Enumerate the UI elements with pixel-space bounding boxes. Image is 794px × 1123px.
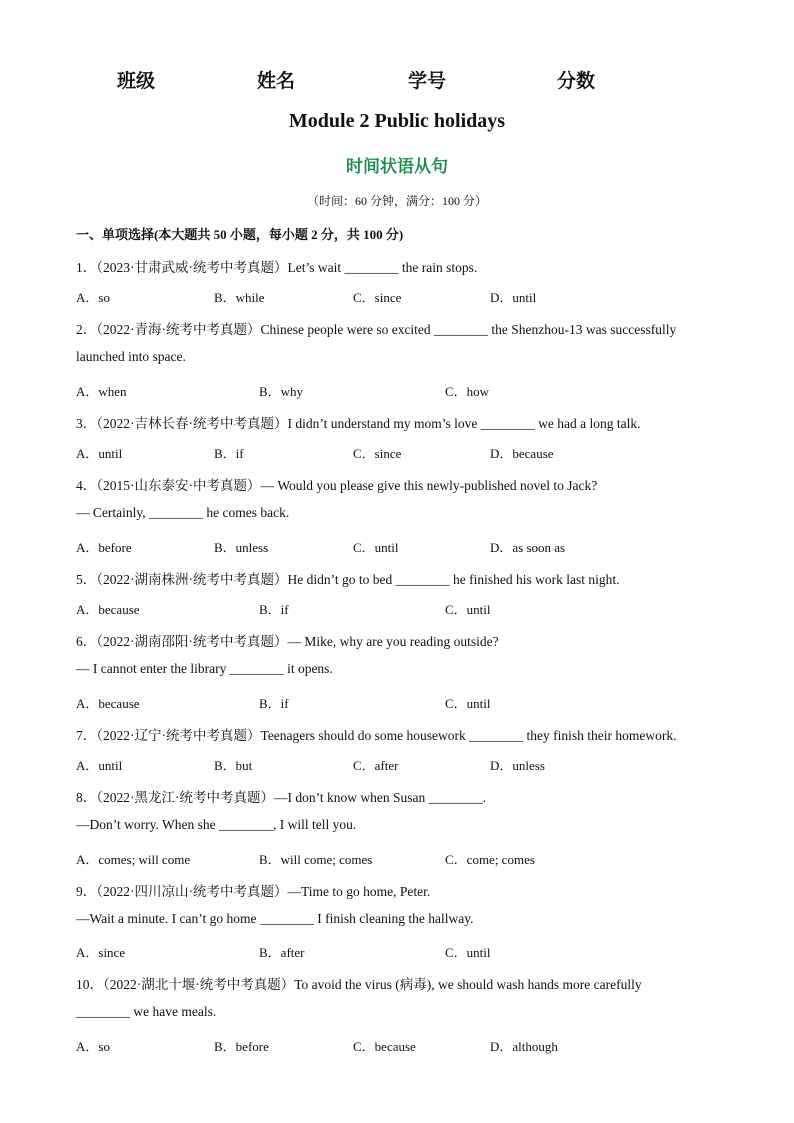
class-field-label: 班级: [117, 70, 156, 92]
question-7-option-b[interactable]: B．but: [214, 758, 253, 773]
question-5-option-b[interactable]: B．if: [259, 602, 289, 617]
question-2-option-c[interactable]: C．how: [445, 384, 490, 399]
question-8-option-c[interactable]: C．come; comes: [445, 852, 535, 867]
question-2-option-a[interactable]: A．when: [76, 384, 127, 399]
question-9-option-b[interactable]: B．after: [259, 945, 305, 960]
student-info-fields: [0, 66, 794, 96]
question-6-line-1: 6．（2022·湖南邵阳·统考中考真题）— Mike, why are you reading outside?: [76, 634, 499, 649]
question-4-option-b[interactable]: B．unless: [214, 540, 269, 555]
question-10-line-2: ________ we have meals.: [76, 1004, 217, 1019]
question-10-option-b[interactable]: B．before: [214, 1039, 269, 1054]
page-title: Module 2 Public holidays: [288, 110, 506, 132]
question-2-line-1: 2．（2022·青海·统考中考真题）Chinese people were so excited ________ the Shenzhou-13 was successfully: [76, 322, 677, 337]
question-10-option-a[interactable]: A．so: [76, 1039, 110, 1054]
question-1-line-1: 1．（2023·甘肃武威·统考中考真题）Let’s wait ________ the rain stops.: [76, 260, 478, 275]
question-3-option-a[interactable]: A．until: [76, 446, 123, 461]
student-id-field-label: 学号: [408, 70, 447, 92]
question-10-line-1: 10．（2022·湖北十堰·统考中考真题）To avoid the virus (病毒), we should wash hands more carefully: [76, 977, 642, 992]
name-field-label: 姓名: [257, 70, 296, 92]
question-7-option-d[interactable]: D．unless: [490, 758, 545, 773]
question-1-option-d[interactable]: D．until: [490, 290, 537, 305]
question-5-option-c[interactable]: C．until: [445, 602, 491, 617]
question-8-line-1: 8．（2022·黑龙江·统考中考真题）—I don’t know when Susan ________.: [76, 790, 486, 805]
question-6-option-a[interactable]: A．because: [76, 696, 140, 711]
question-3-line-1: 3．（2022·吉林长春·统考中考真题）I didn’t understand my mom’s love ________ we had a long talk.: [76, 416, 641, 431]
question-10-option-c[interactable]: C．because: [353, 1039, 416, 1054]
question-4-option-d[interactable]: D．as soon as: [490, 540, 566, 555]
question-9-option-a[interactable]: A．since: [76, 945, 126, 960]
question-9-option-c[interactable]: C．until: [445, 945, 491, 960]
question-4-option-c[interactable]: C．until: [353, 540, 399, 555]
question-8-option-a[interactable]: A．comes; will come: [76, 852, 191, 867]
section-heading: 一、单项选择(本大题共 50 小题，每小题 2 分，共 100 分): [76, 227, 404, 242]
score-field-label: 分数: [557, 70, 596, 92]
question-4-line-2: — Certainly, ________ he comes back.: [76, 505, 290, 520]
question-7-option-a[interactable]: A．until: [76, 758, 123, 773]
question-4-option-a[interactable]: A．before: [76, 540, 132, 555]
question-8-line-2: —Don’t worry. When she ________, I will tell you.: [76, 817, 357, 832]
question-6-option-c[interactable]: C．until: [445, 696, 491, 711]
question-3-option-b[interactable]: B．if: [214, 446, 244, 461]
question-8-option-b[interactable]: B．will come; comes: [259, 852, 373, 867]
question-5-option-a[interactable]: A．because: [76, 602, 140, 617]
question-7-line-1: 7．（2022·辽宁·统考中考真题）Teenagers should do some housework ________ they finish their homework.: [76, 728, 677, 743]
page-subtitle: 时间状语从句: [346, 157, 448, 177]
question-2-option-b[interactable]: B．why: [259, 384, 304, 399]
question-9-line-1: 9．（2022·四川凉山·统考中考真题）—Time to go home, Peter.: [76, 884, 431, 899]
question-1-option-a[interactable]: A．so: [76, 290, 110, 305]
question-9-line-2: —Wait a minute. I can’t go home ________ I finish cleaning the hallway.: [76, 911, 474, 926]
question-1-option-b[interactable]: B．while: [214, 290, 265, 305]
question-10-option-d[interactable]: D．although: [490, 1039, 558, 1054]
question-4-line-1: 4．（2015·山东泰安·中考真题）— Would you please give this newly-published novel to Jack?: [76, 478, 598, 493]
question-3-option-d[interactable]: D．because: [490, 446, 554, 461]
question-2-line-2: launched into space.: [76, 349, 186, 364]
question-6-option-b[interactable]: B．if: [259, 696, 289, 711]
question-1-option-c[interactable]: C．since: [353, 290, 402, 305]
question-5-line-1: 5．（2022·湖南株洲·统考中考真题）He didn’t go to bed ________ he finished his work last night.: [76, 572, 620, 587]
exam-meta: （时间：60 分钟，满分：100 分）: [306, 194, 487, 208]
question-3-option-c[interactable]: C．since: [353, 446, 402, 461]
question-7-option-c[interactable]: C．after: [353, 758, 399, 773]
question-6-line-2: — I cannot enter the library ________ it opens.: [76, 661, 333, 676]
